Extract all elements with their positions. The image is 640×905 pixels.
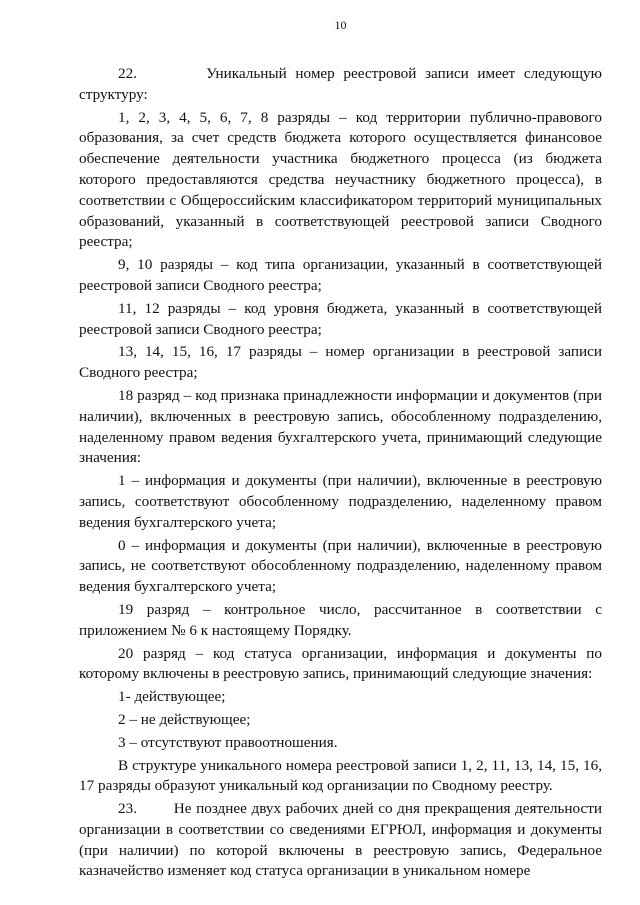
paragraph-digit-20: 20 разряд – код статуса организации, информация и документы по которому включены в реестровую запись, принимающий следующие значения:	[79, 644, 602, 683]
list-item-status-2: 2 – не действующее;	[118, 710, 251, 728]
paragraph-digits-1-8: 1, 2, 3, 4, 5, 6, 7, 8 разряды – код территории публично-правового образования, за счет средств бюджета которого осуществляется финансовое обеспечение деятельности участника бюджетного процесса (из бюджета которого предоставляются средства неучастнику бюджетного процесса), в соответствии с Общероссийским классификатором территорий муниципальных образований, указанный в соответствующей реестровой записи Сводного реестра;	[79, 108, 602, 251]
paragraph-unique-code: В структуре уникального номера реестровой записи 1, 2, 11, 13, 14, 15, 16, 17 разряды образуют уникальный код организации по Сводному реестру.	[79, 756, 602, 795]
paragraph-digits-11-12: 11, 12 разряды – код уровня бюджета, указанный в соответствующей реестровой записи Сводного реестра;	[79, 299, 602, 338]
paragraph-value-1: 1 – информация и документы (при наличии), включенные в реестровую запись, соответствуют обособленному подразделению, наделенному правом ведения бухгалтерского учета;	[79, 472, 602, 531]
paragraph-digits-9-10: 9, 10 разряды – код типа организации, указанный в соответствующей реестровой записи Сводного реестра;	[79, 256, 602, 294]
list-item-status-3: 3 – отсутствуют правоотношения.	[118, 733, 338, 751]
paragraph-digit-19: 19 разряд – контрольное число, рассчитанное в соответствии с приложением № 6 к настоящему Порядку.	[79, 600, 602, 639]
list-item-status-1: 1- действующее;	[118, 688, 226, 706]
page-number: 10	[334, 18, 347, 32]
paragraph-digit-18: 18 разряд – код признака принадлежности информации и документов (при наличии), включенных в реестровую запись, обособленному подразделению, наделенному правом ведения бухгалтерского учета, принимающий следующие значения:	[79, 386, 602, 467]
paragraph-22-intro: 22. Уникальный номер реестровой записи имеет следующую структуру:	[79, 65, 602, 103]
paragraph-23: 23. Не позднее двух рабочих дней со дня прекращения деятельности организации в соответствии со сведениями ЕГРЮЛ, информация и документы (при наличии) по которой включены в реестровую запись, Федеральное казначейство изменяет код статуса организации в уникальном номере	[79, 800, 602, 880]
paragraph-digits-13-17: 13, 14, 15, 16, 17 разряды – номер организации в реестровой записи Сводного реестра;	[79, 343, 602, 382]
paragraph-value-0: 0 – информация и документы (при наличии), включенные в реестровую запись, не соответствуют обособленному подразделению, наделенному правом ведения бухгалтерского учета;	[79, 536, 602, 596]
